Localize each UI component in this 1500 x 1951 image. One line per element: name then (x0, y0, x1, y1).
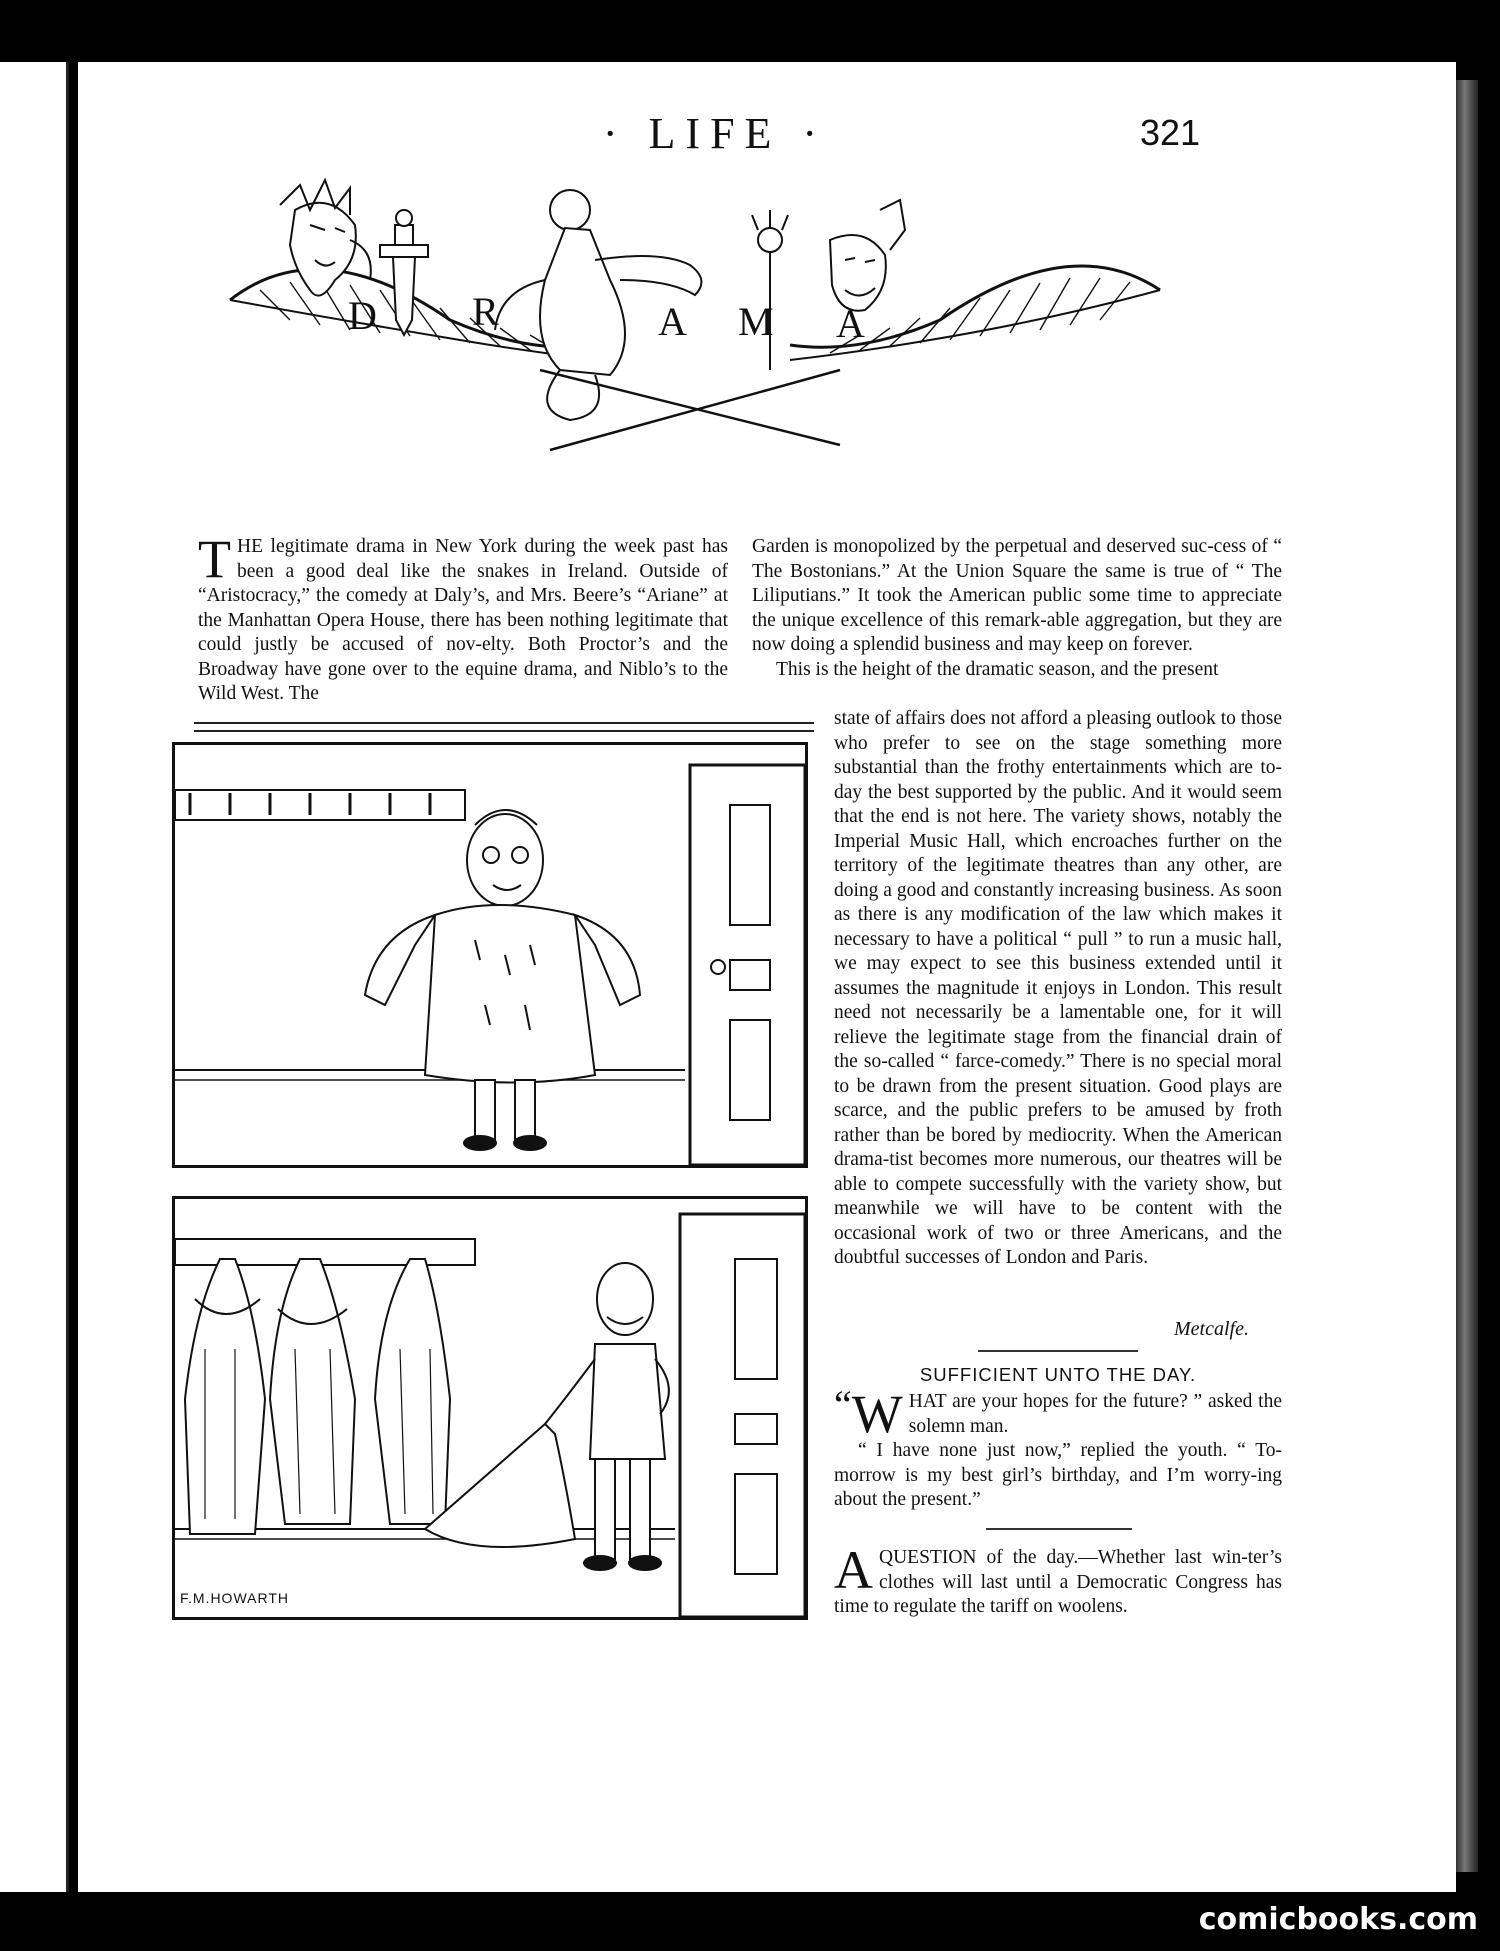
sufficient-column (834, 1382, 1282, 1513)
cartoon-panel-1 (172, 742, 808, 1168)
article-paragraph-2: Garden is monopolized by the perpetual and deserved suc-cess of “ The Bostonians.” At the Union Square the same is true of “ The Liliputians.” It took the American public some time to appreciate the unique excellence of this remark-able aggregation, but they are now doing a splendid business and may keep on forever. (752, 536, 1282, 655)
cartoon-panel-2 (172, 1196, 808, 1620)
cartoon-panel-1-drawing (175, 745, 805, 1165)
question-column (834, 1540, 1282, 1620)
artist-signature: F.M.HOWARTH (180, 1590, 289, 1606)
author-signature: Metcalfe. (1174, 1318, 1249, 1340)
article-paragraph-3-body: state of affairs does not afford a pleasing outlook to those who prefer to see on the stage something more substantial than the frothy entertainments which are to-day the best supported by the public. And it would seem that the end is not here. The variety shows, notably the Imperial Music Hall, which encroaches further on the territory of the legitimate theatres than any other, are doing a good and constantly increasing business. As soon as there is any modification of the law which makes it necessary to have a political “ pull ” to run a music hall, we may expect to see this business extended until it assumes the magnitude it enjoys in London. This result need not necessarily be a lamentable one, for it will relieve the legitimate stage from the financial drain of the so-called “ farce-comedy.” There is no special moral to be drawn from the present situation. Good plays are scarce, and the public prefers to be amused by froth rather than be bored by mediocrity. When the American drama-tist becomes more numerous, our theatres will be able to compete successfully with the variety show, but meanwhile we will have to be content with the occasional work of two or three Americans, and the doubtful successes of London and Paris. (834, 708, 1282, 1268)
masthead-drawing (200, 170, 1190, 530)
sufficient-end-rule (986, 1528, 1132, 1530)
article-paragraph-1 (198, 529, 728, 707)
question-paragraph (834, 1540, 1282, 1620)
cartoon-panel-2-drawing (175, 1199, 805, 1617)
sufficient-dropcap: W (851, 1384, 903, 1444)
masthead-letter-a1: A (658, 299, 687, 344)
watermark: comicbooks.com (1198, 1902, 1478, 1937)
sufficient-paragraph-2: “ I have none just now,” replied the youth. “ To-morrow is my best girl’s birthday, and I’m worry-ing about the present.” (834, 1440, 1282, 1510)
article-end-rule (978, 1350, 1138, 1352)
drama-masthead-illustration (200, 170, 1190, 530)
masthead-letter-d: D (348, 293, 377, 338)
cartoon-top-rule (194, 722, 814, 732)
masthead-letter-m: M (738, 299, 774, 344)
article-paragraph-1-text: HE legitimate drama in New York during the week past has been a good deal like the snakes in Ireland. Outside of “Aristocracy,” the comedy at Daly’s, and Mrs. Beere’s “Ariane” at the Manhattan Opera House, there has been nothing legitimate that could justly be accused of nov-elty. Both Proctor’s and the Broadway have gone over to the equine drama, and Niblo’s to the Wild West. The (198, 536, 728, 704)
sufficient-open-quote: “ (834, 1382, 852, 1427)
sufficient-heading: SUFFICIENT UNTO THE DAY. (919, 1364, 1197, 1385)
article-right-column-narrow (834, 707, 1282, 1271)
article-paragraph-3-lead: This is the height of the dramatic season, and the present (776, 658, 1219, 680)
question-text: QUESTION of the day.—Whether last win-ter’s clothes will last until a Democratic Congress has time to regulate the tariff on woolens. (834, 1547, 1282, 1617)
facing-page-edge (0, 62, 69, 1892)
article-left-column (198, 529, 728, 707)
page-number: 321 (1140, 112, 1201, 153)
article-right-column-top (752, 535, 1282, 682)
masthead-letter-a2: A (836, 301, 865, 346)
magazine-title: · LIFE · (602, 109, 828, 158)
sufficient-paragraph-1-text: HAT are your hopes for the future? ” asked the solemn man. (908, 1391, 1282, 1437)
page-stack-edge (1456, 80, 1478, 1872)
article-dropcap: T (198, 529, 231, 589)
question-dropcap: A (834, 1540, 873, 1600)
masthead-letter-r: R (472, 289, 499, 334)
sufficient-paragraph-1 (834, 1382, 1282, 1444)
